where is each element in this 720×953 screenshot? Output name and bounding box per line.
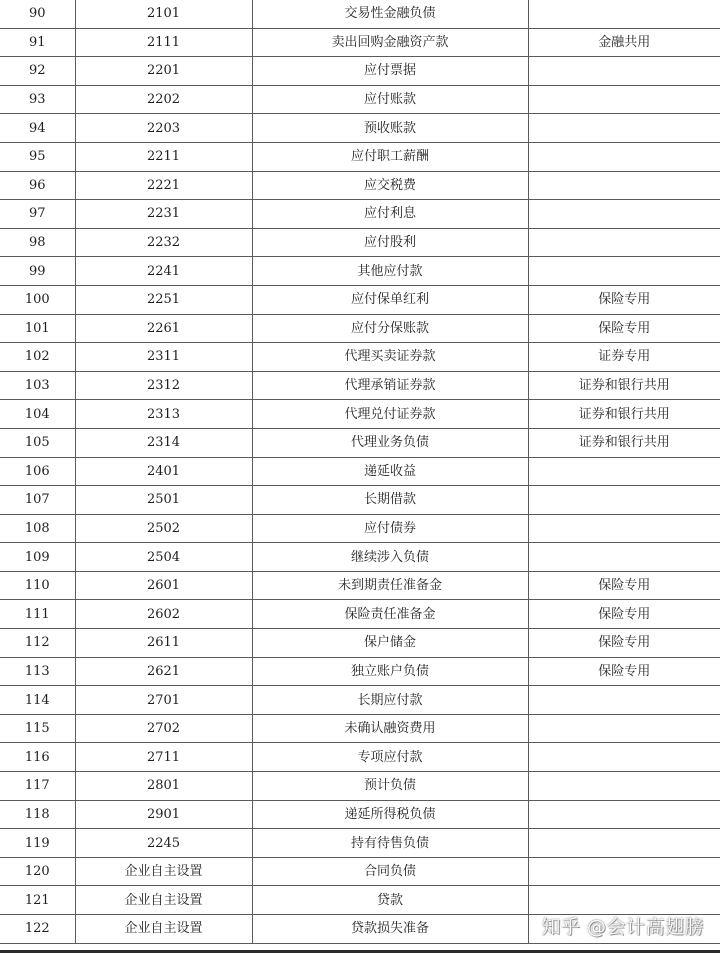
table-row bbox=[0, 772, 720, 801]
usage-note-cell bbox=[528, 200, 720, 229]
table-row bbox=[0, 886, 720, 915]
account-name-cell: 贷款 bbox=[252, 886, 528, 915]
row-number-cell: 100 bbox=[0, 285, 75, 314]
account-code-cell: 2201 bbox=[75, 57, 252, 86]
table-row bbox=[0, 0, 720, 28]
table-row bbox=[0, 28, 720, 57]
table-row bbox=[0, 85, 720, 114]
usage-note-cell: 证券专用 bbox=[528, 343, 720, 372]
usage-note-cell bbox=[528, 829, 720, 858]
usage-note-cell bbox=[528, 857, 720, 886]
table-row bbox=[0, 457, 720, 486]
row-number-cell: 111 bbox=[0, 600, 75, 629]
table-row bbox=[0, 571, 720, 600]
account-name-cell: 递延收益 bbox=[252, 457, 528, 486]
row-number-cell: 110 bbox=[0, 571, 75, 600]
usage-note-cell: 保险专用 bbox=[528, 600, 720, 629]
table-row bbox=[0, 829, 720, 858]
usage-note-cell bbox=[528, 486, 720, 515]
row-number-cell: 116 bbox=[0, 743, 75, 772]
account-code-cell: 企业自主设置 bbox=[75, 857, 252, 886]
table-row bbox=[0, 428, 720, 457]
row-number-cell: 104 bbox=[0, 400, 75, 429]
account-name-cell: 保户储金 bbox=[252, 629, 528, 658]
table-row bbox=[0, 314, 720, 343]
usage-note-cell bbox=[528, 514, 720, 543]
row-number-cell: 108 bbox=[0, 514, 75, 543]
row-number-cell: 92 bbox=[0, 57, 75, 86]
account-code-cell: 2501 bbox=[75, 486, 252, 515]
usage-note-cell bbox=[528, 543, 720, 572]
table-row bbox=[0, 686, 720, 715]
account-code-cell: 2203 bbox=[75, 114, 252, 143]
account-name-cell: 应付账款 bbox=[252, 85, 528, 114]
usage-note-cell bbox=[528, 457, 720, 486]
account-name-cell: 长期应付款 bbox=[252, 686, 528, 715]
usage-note-cell: 保险专用 bbox=[528, 314, 720, 343]
row-number-cell: 102 bbox=[0, 343, 75, 372]
table-row bbox=[0, 142, 720, 171]
usage-note-cell: 证券和银行共用 bbox=[528, 428, 720, 457]
table-row bbox=[0, 800, 720, 829]
usage-note-cell bbox=[528, 743, 720, 772]
account-code-cell: 2261 bbox=[75, 314, 252, 343]
usage-note-cell bbox=[528, 85, 720, 114]
account-code-cell: 2221 bbox=[75, 171, 252, 200]
usage-note-cell bbox=[528, 228, 720, 257]
account-code-cell: 2232 bbox=[75, 228, 252, 257]
table-row bbox=[0, 400, 720, 429]
row-number-cell: 118 bbox=[0, 800, 75, 829]
account-name-cell: 专项应付款 bbox=[252, 743, 528, 772]
account-name-cell: 保险责任准备金 bbox=[252, 600, 528, 629]
account-code-cell: 2602 bbox=[75, 600, 252, 629]
table-row bbox=[0, 514, 720, 543]
table-row bbox=[0, 57, 720, 86]
usage-note-cell bbox=[528, 0, 720, 28]
account-name-cell: 长期借款 bbox=[252, 486, 528, 515]
table-row bbox=[0, 114, 720, 143]
table-row bbox=[0, 600, 720, 629]
row-number-cell: 98 bbox=[0, 228, 75, 257]
account-code-cell: 2251 bbox=[75, 285, 252, 314]
usage-note-cell bbox=[528, 57, 720, 86]
account-name-cell: 其他应付款 bbox=[252, 257, 528, 286]
usage-note-cell: 保险专用 bbox=[528, 629, 720, 658]
usage-note-cell: 保险专用 bbox=[528, 571, 720, 600]
usage-note-cell bbox=[528, 800, 720, 829]
account-name-cell: 应交税费 bbox=[252, 171, 528, 200]
account-code-cell: 2101 bbox=[75, 0, 252, 28]
row-number-cell: 91 bbox=[0, 28, 75, 57]
usage-note-cell bbox=[528, 686, 720, 715]
table-row bbox=[0, 657, 720, 686]
row-number-cell: 109 bbox=[0, 543, 75, 572]
account-code-cell: 2901 bbox=[75, 800, 252, 829]
account-name-cell: 合同负债 bbox=[252, 857, 528, 886]
account-code-cell: 2111 bbox=[75, 28, 252, 57]
account-code-cell: 2241 bbox=[75, 257, 252, 286]
usage-note-cell: 金融共用 bbox=[528, 28, 720, 57]
account-name-cell: 独立账户负债 bbox=[252, 657, 528, 686]
row-number-cell: 97 bbox=[0, 200, 75, 229]
account-code-cell: 2702 bbox=[75, 714, 252, 743]
table-row bbox=[0, 228, 720, 257]
usage-note-cell bbox=[528, 114, 720, 143]
account-code-cell: 2245 bbox=[75, 829, 252, 858]
account-code-cell: 2611 bbox=[75, 629, 252, 658]
account-name-cell: 继续涉入负债 bbox=[252, 543, 528, 572]
account-name-cell: 卖出回购金融资产款 bbox=[252, 28, 528, 57]
account-name-cell: 应付保单红利 bbox=[252, 285, 528, 314]
account-name-cell: 代理兑付证券款 bbox=[252, 400, 528, 429]
account-code-cell: 2314 bbox=[75, 428, 252, 457]
row-number-cell: 94 bbox=[0, 114, 75, 143]
table-row bbox=[0, 285, 720, 314]
row-number-cell: 120 bbox=[0, 857, 75, 886]
row-number-cell: 93 bbox=[0, 85, 75, 114]
table-row bbox=[0, 714, 720, 743]
account-code-cell: 2311 bbox=[75, 343, 252, 372]
usage-note-cell bbox=[528, 171, 720, 200]
account-name-cell: 预收账款 bbox=[252, 114, 528, 143]
usage-note-cell: 保险专用 bbox=[528, 657, 720, 686]
account-name-cell: 交易性金融负债 bbox=[252, 0, 528, 28]
table-row bbox=[0, 543, 720, 572]
row-number-cell: 105 bbox=[0, 428, 75, 457]
account-code-cell: 2601 bbox=[75, 571, 252, 600]
table-row bbox=[0, 743, 720, 772]
account-code-cell: 2502 bbox=[75, 514, 252, 543]
account-code-cell: 2401 bbox=[75, 457, 252, 486]
row-number-cell: 113 bbox=[0, 657, 75, 686]
table-row bbox=[0, 629, 720, 658]
row-number-cell: 101 bbox=[0, 314, 75, 343]
account-name-cell: 未确认融资费用 bbox=[252, 714, 528, 743]
usage-note-cell bbox=[528, 886, 720, 915]
account-code-cell: 2313 bbox=[75, 400, 252, 429]
account-name-cell: 应付债券 bbox=[252, 514, 528, 543]
account-name-cell: 代理承销证券款 bbox=[252, 371, 528, 400]
account-code-cell: 2231 bbox=[75, 200, 252, 229]
account-code-cell: 2312 bbox=[75, 371, 252, 400]
zhihu-watermark: 知乎 @会计高翅膀 bbox=[541, 916, 704, 938]
table-row bbox=[0, 200, 720, 229]
table-row bbox=[0, 486, 720, 515]
account-code-cell: 企业自主设置 bbox=[75, 915, 252, 944]
row-number-cell: 103 bbox=[0, 371, 75, 400]
account-name-cell: 应付利息 bbox=[252, 200, 528, 229]
row-number-cell: 90 bbox=[0, 0, 75, 28]
table-row bbox=[0, 171, 720, 200]
account-name-cell: 代理买卖证券款 bbox=[252, 343, 528, 372]
row-number-cell: 114 bbox=[0, 686, 75, 715]
row-number-cell: 107 bbox=[0, 486, 75, 515]
usage-note-cell: 保险专用 bbox=[528, 285, 720, 314]
row-number-cell: 112 bbox=[0, 629, 75, 658]
table-row bbox=[0, 857, 720, 886]
account-name-cell: 贷款损失准备 bbox=[252, 915, 528, 944]
account-code-cell: 2621 bbox=[75, 657, 252, 686]
row-number-cell: 96 bbox=[0, 171, 75, 200]
table-row bbox=[0, 343, 720, 372]
account-name-cell: 递延所得税负债 bbox=[252, 800, 528, 829]
account-code-cell: 2711 bbox=[75, 743, 252, 772]
row-number-cell: 122 bbox=[0, 915, 75, 944]
account-name-cell: 持有待售负债 bbox=[252, 829, 528, 858]
account-code-cell: 2202 bbox=[75, 85, 252, 114]
account-name-cell: 预计负债 bbox=[252, 772, 528, 801]
account-code-cell: 2504 bbox=[75, 543, 252, 572]
row-number-cell: 121 bbox=[0, 886, 75, 915]
account-name-cell: 未到期责任准备金 bbox=[252, 571, 528, 600]
usage-note-cell bbox=[528, 772, 720, 801]
account-name-cell: 应付票据 bbox=[252, 57, 528, 86]
usage-note-cell bbox=[528, 142, 720, 171]
usage-note-cell bbox=[528, 257, 720, 286]
row-number-cell: 115 bbox=[0, 714, 75, 743]
row-number-cell: 117 bbox=[0, 772, 75, 801]
account-name-cell: 应付股利 bbox=[252, 228, 528, 257]
table-row bbox=[0, 371, 720, 400]
account-code-cell: 2211 bbox=[75, 142, 252, 171]
account-name-cell: 应付分保账款 bbox=[252, 314, 528, 343]
row-number-cell: 119 bbox=[0, 829, 75, 858]
table-row bbox=[0, 257, 720, 286]
row-number-cell: 99 bbox=[0, 257, 75, 286]
row-number-cell: 106 bbox=[0, 457, 75, 486]
usage-note-cell: 证券和银行共用 bbox=[528, 400, 720, 429]
account-name-cell: 代理业务负债 bbox=[252, 428, 528, 457]
usage-note-cell: 证券和银行共用 bbox=[528, 371, 720, 400]
account-code-cell: 企业自主设置 bbox=[75, 886, 252, 915]
account-code-cell: 2801 bbox=[75, 772, 252, 801]
account-code-cell: 2701 bbox=[75, 686, 252, 715]
row-number-cell: 95 bbox=[0, 142, 75, 171]
usage-note-cell bbox=[528, 714, 720, 743]
account-name-cell: 应付职工薪酬 bbox=[252, 142, 528, 171]
